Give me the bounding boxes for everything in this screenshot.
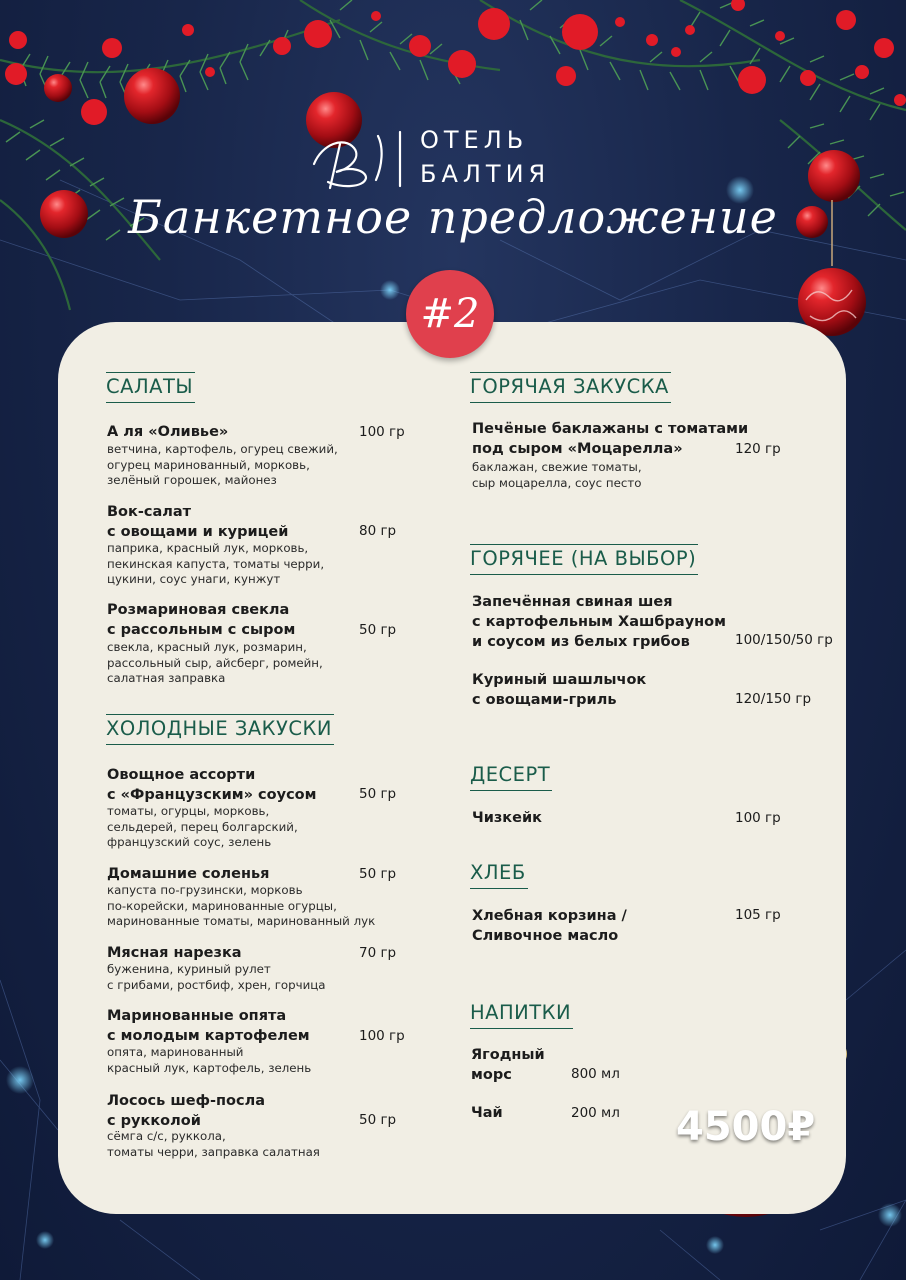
dish-desc-cold-5: сёмга с/с, руккола, томаты черри, заправка салатная bbox=[107, 1129, 320, 1159]
dish-name-cold-4: Маринованные опята с молодым картофелем bbox=[107, 1008, 310, 1044]
dish-desc-cold-4: опята, маринованный красный лук, картофель, зелень bbox=[107, 1045, 312, 1075]
dish-weight-drink-2: 200 мл bbox=[571, 1105, 620, 1121]
dish-name-bread-1: Хлебная корзина / Сливочное масло bbox=[472, 908, 627, 944]
dish-name-salad-1: А ля «Оливье» bbox=[107, 424, 229, 440]
brand-line-1: ОТЕЛЬ bbox=[420, 126, 529, 154]
dish-desc-salad-1: ветчина, картофель, огурец свежий, огурец маринованный, морковь, зелёный горошек, майонез bbox=[107, 442, 338, 487]
dish-name-hot-2: Куриный шашлычок с овощами-гриль bbox=[472, 672, 647, 708]
dish-name-cold-5: Лосось шеф-посла с рукколой bbox=[107, 1093, 265, 1129]
dish-weight-cold-5: 50 гр bbox=[359, 1112, 397, 1128]
dish-weight-drink-1: 800 мл bbox=[571, 1066, 620, 1082]
section-title-salads: САЛАТЫ bbox=[106, 372, 195, 403]
section-title-hot: ГОРЯЧЕЕ (НА ВЫБОР) bbox=[470, 544, 698, 575]
section-title-drinks: НАПИТКИ bbox=[470, 1000, 573, 1029]
dish-weight-hot-2: 120/150 гр bbox=[735, 691, 812, 707]
dish-name-salad-3: Розмариновая свекла с рассольным с сыром bbox=[107, 602, 296, 638]
dish-weight-cold-3: 70 гр bbox=[359, 945, 397, 961]
dish-name-drink-2: Чай bbox=[471, 1105, 503, 1121]
dish-weight-salad-3: 50 гр bbox=[359, 622, 397, 638]
dish-name-drink-1: Ягодный морс bbox=[471, 1047, 545, 1083]
section-title-bread: ХЛЕБ bbox=[470, 860, 528, 889]
dish-weight-salad-2: 80 гр bbox=[359, 523, 397, 539]
dish-desc-cold-1: томаты, огурцы, морковь, сельдерей, перец болгарский, французский соус, зелень bbox=[107, 804, 298, 849]
section-title-hot-starter: ГОРЯЧАЯ ЗАКУСКА bbox=[470, 372, 671, 403]
offer-number-badge: #2 bbox=[406, 270, 494, 358]
dish-name-salad-2: Вок-салат с овощами и курицей bbox=[107, 504, 289, 540]
dish-weight-cold-4: 100 гр bbox=[359, 1028, 405, 1044]
dish-weight-salad-1: 100 гр bbox=[359, 424, 405, 440]
dish-desc-cold-2: капуста по-грузински, морковь по-корейски, маринованные огурцы, маринованные томаты, маринованный лук bbox=[107, 883, 376, 928]
dish-desc-salad-2: паприка, красный лук, морковь, пекинская капуста, томаты черри, цукини, соус унаги, кунжут bbox=[107, 541, 325, 586]
dish-name-dessert-1: Чизкейк bbox=[472, 810, 542, 826]
dish-name-cold-2: Домашние соленья bbox=[107, 866, 270, 882]
dish-name-hot-starter-1: Печёные баклажаны с томатами под сыром «Моцарелла» bbox=[472, 421, 749, 457]
dish-weight-dessert-1: 100 гр bbox=[735, 810, 781, 826]
dish-weight-bread-1: 105 гр bbox=[735, 907, 781, 923]
brand-line-2: БАЛТИЯ bbox=[420, 160, 551, 188]
dish-name-cold-3: Мясная нарезка bbox=[107, 945, 242, 961]
dish-weight-cold-2: 50 гр bbox=[359, 866, 397, 882]
total-price: 4500₽ bbox=[676, 1104, 816, 1150]
dish-desc-salad-3: свекла, красный лук, розмарин, рассольный сыр, айсберг, ромейн, салатная заправка bbox=[107, 640, 323, 685]
dish-weight-hot-starter-1: 120 гр bbox=[735, 441, 781, 457]
dish-weight-hot-1: 100/150/50 гр bbox=[735, 632, 833, 648]
section-title-cold: ХОЛОДНЫЕ ЗАКУСКИ bbox=[106, 714, 334, 745]
section-title-dessert: ДЕСЕРТ bbox=[470, 762, 552, 791]
dish-weight-cold-1: 50 гр bbox=[359, 786, 397, 802]
dish-desc-cold-3: буженина, куриный рулет с грибами, ростбиф, хрен, горчица bbox=[107, 962, 326, 992]
dish-name-cold-1: Овощное ассорти с «Французским» соусом bbox=[107, 767, 317, 803]
page-title: Банкетное предложение bbox=[128, 190, 778, 244]
dish-name-hot-1: Запечённая свиная шея с картофельным Хашбрауном и соусом из белых грибов bbox=[472, 594, 726, 650]
dish-desc-hot-starter-1: баклажан, свежие томаты, сыр моцарелла, соус песто bbox=[472, 460, 642, 490]
